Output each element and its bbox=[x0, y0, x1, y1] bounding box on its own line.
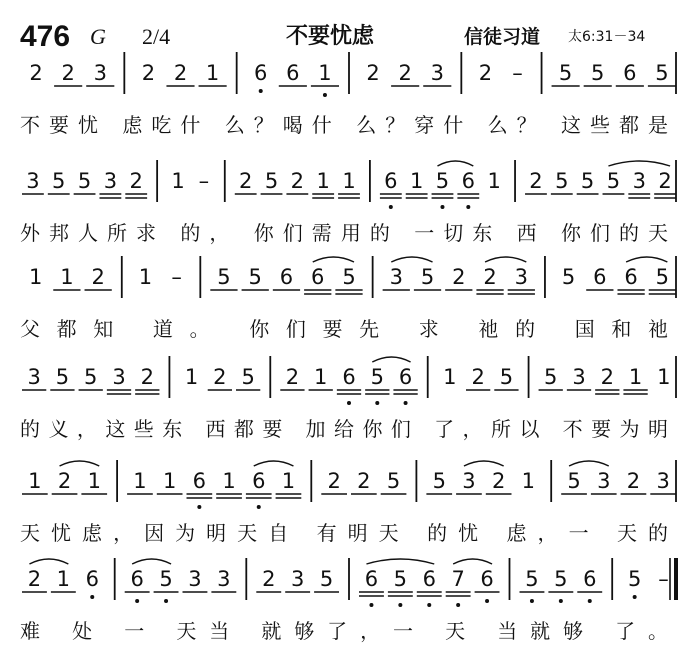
note: 6 bbox=[311, 265, 325, 289]
note: 1 bbox=[342, 169, 356, 193]
note: 1 bbox=[314, 365, 328, 389]
lyric-line: 父都知 道。 你们要先 求 祂的 国和祂 bbox=[20, 317, 668, 341]
slur bbox=[60, 461, 100, 466]
note: 6 bbox=[85, 567, 99, 591]
note: 6 bbox=[480, 567, 494, 591]
dash-note: – bbox=[658, 567, 669, 591]
note: 3 bbox=[112, 365, 126, 389]
note: 1 bbox=[184, 365, 199, 389]
dash-note: – bbox=[198, 169, 210, 193]
note: 2 bbox=[29, 61, 43, 85]
octave-dot bbox=[530, 599, 534, 603]
note: 5 bbox=[544, 365, 558, 389]
note: 3 bbox=[290, 567, 305, 591]
lyric-line: 的义，这些东 西都要 加给你们 了，所以 不要为明 bbox=[20, 417, 668, 441]
octave-dot bbox=[588, 599, 592, 603]
note: 2 bbox=[529, 169, 543, 193]
octave-dot bbox=[440, 205, 444, 209]
note: 6 bbox=[364, 567, 379, 591]
note: 2 bbox=[61, 61, 75, 85]
slur bbox=[437, 161, 473, 166]
note: 1 bbox=[409, 169, 424, 193]
note: 3 bbox=[572, 365, 586, 389]
note: 6 bbox=[279, 265, 294, 289]
note: 1 bbox=[521, 469, 536, 493]
note: 5 bbox=[525, 567, 539, 591]
lyric-line: 不要忧 虑吃什 么？喝什 么？穿什 么？ 这些都是 bbox=[20, 113, 668, 137]
note: 1 bbox=[138, 265, 153, 289]
note: 5 bbox=[558, 61, 573, 85]
slur bbox=[485, 257, 526, 262]
note: 1 bbox=[281, 469, 296, 493]
note: 5 bbox=[499, 365, 514, 389]
note: 1 bbox=[316, 169, 330, 193]
octave-dot bbox=[485, 599, 489, 603]
slur bbox=[366, 559, 434, 564]
note: 5 bbox=[248, 265, 262, 289]
note: 1 bbox=[318, 61, 332, 85]
octave-dot bbox=[90, 595, 94, 599]
note: 5 bbox=[393, 567, 408, 591]
slur bbox=[372, 357, 410, 362]
note: 2 bbox=[262, 567, 276, 591]
note: 3 bbox=[597, 469, 611, 493]
note: 5 bbox=[159, 567, 173, 591]
lyric-line: 天忧虑，因为明天自 有明天 的忧 虑，一 天的 bbox=[20, 521, 669, 545]
slur bbox=[626, 257, 667, 262]
octave-dot bbox=[404, 401, 408, 405]
note: 1 bbox=[222, 469, 236, 493]
note: 6 bbox=[624, 265, 638, 289]
note: 1 bbox=[205, 61, 220, 85]
note: 2 bbox=[357, 469, 371, 493]
lyric-line: 外邦人所求 的， 你们需用的 一切东 西 你们的天 bbox=[20, 221, 668, 245]
note: 5 bbox=[435, 169, 450, 193]
note: 6 bbox=[583, 567, 597, 591]
note: 2 bbox=[600, 365, 614, 389]
note: 6 bbox=[461, 169, 475, 193]
note: 5 bbox=[52, 169, 66, 193]
note: 2 bbox=[239, 169, 253, 193]
note: 2 bbox=[27, 567, 42, 591]
note: 5 bbox=[561, 265, 576, 289]
note: 5 bbox=[386, 469, 401, 493]
octave-dot bbox=[323, 93, 327, 97]
note: 5 bbox=[342, 265, 356, 289]
note: 2 bbox=[483, 265, 497, 289]
note: 6 bbox=[254, 61, 268, 85]
note: 1 bbox=[657, 365, 671, 389]
note: 2 bbox=[471, 365, 485, 389]
octave-dot bbox=[259, 89, 263, 93]
note: 5 bbox=[77, 169, 92, 193]
note: 2 bbox=[213, 365, 227, 389]
octave-dot bbox=[347, 401, 351, 405]
note: 2 bbox=[129, 169, 143, 193]
note: 5 bbox=[554, 567, 568, 591]
lyric-line: 难 处 一 天当 就够了，一 天 当就够 了。 bbox=[20, 619, 668, 643]
note: 1 bbox=[133, 469, 147, 493]
note: 6 bbox=[286, 61, 300, 85]
note: 6 bbox=[398, 365, 413, 389]
note: 3 bbox=[389, 265, 403, 289]
slur bbox=[608, 161, 670, 166]
octave-dot bbox=[466, 205, 470, 209]
slur bbox=[464, 461, 504, 466]
note: 5 bbox=[627, 567, 642, 591]
slur bbox=[313, 257, 354, 262]
note: 6 bbox=[130, 567, 144, 591]
note: 2 bbox=[91, 265, 105, 289]
slur bbox=[569, 461, 609, 466]
note: 5 bbox=[606, 169, 621, 193]
note: 5 bbox=[217, 265, 231, 289]
note: 2 bbox=[173, 61, 188, 85]
note: 6 bbox=[384, 169, 398, 193]
note: 5 bbox=[420, 265, 435, 289]
note: 2 bbox=[141, 61, 156, 85]
note: 5 bbox=[591, 61, 605, 85]
note: 1 bbox=[443, 365, 457, 389]
note: 5 bbox=[655, 61, 669, 85]
slur bbox=[132, 559, 171, 564]
slur bbox=[29, 559, 68, 564]
note: 3 bbox=[188, 567, 202, 591]
note: 1 bbox=[171, 169, 185, 193]
octave-dot bbox=[398, 603, 402, 607]
note: 2 bbox=[658, 169, 672, 193]
note: 3 bbox=[656, 469, 670, 493]
note: 6 bbox=[422, 567, 436, 591]
note: 1 bbox=[60, 265, 74, 289]
note: 6 bbox=[252, 469, 266, 493]
note: 5 bbox=[655, 265, 670, 289]
octave-dot bbox=[197, 505, 201, 509]
note: 3 bbox=[514, 265, 529, 289]
note: 5 bbox=[55, 365, 70, 389]
hymn-number: 476 bbox=[20, 20, 71, 53]
note: 5 bbox=[84, 365, 98, 389]
note: 5 bbox=[580, 169, 595, 193]
note: 5 bbox=[264, 169, 279, 193]
note: 6 bbox=[593, 265, 607, 289]
note: 2 bbox=[327, 469, 341, 493]
hymn-category: 信徒习道 bbox=[464, 26, 541, 48]
note: 5 bbox=[319, 567, 334, 591]
scripture-reference: 太6:31－34 bbox=[568, 29, 646, 45]
note: 2 bbox=[290, 169, 305, 193]
note: 2 bbox=[626, 469, 641, 493]
note: 5 bbox=[432, 469, 446, 493]
note: 1 bbox=[162, 469, 177, 493]
note: 1 bbox=[28, 469, 42, 493]
note: 7 bbox=[451, 567, 465, 591]
note: 2 bbox=[398, 61, 412, 85]
note: 5 bbox=[370, 365, 384, 389]
note: 3 bbox=[103, 169, 118, 193]
octave-dot bbox=[559, 599, 563, 603]
note: 3 bbox=[27, 365, 41, 389]
note: 3 bbox=[632, 169, 646, 193]
octave-dot bbox=[375, 401, 379, 405]
octave-dot bbox=[135, 599, 139, 603]
dash-note: – bbox=[171, 265, 182, 289]
note: 6 bbox=[192, 469, 207, 493]
note: 2 bbox=[452, 265, 466, 289]
note: 1 bbox=[87, 469, 101, 493]
octave-dot bbox=[257, 505, 261, 509]
hymn-title: 不要忧虑 bbox=[286, 24, 375, 49]
note: 1 bbox=[28, 265, 43, 289]
note: 5 bbox=[241, 365, 255, 389]
note: 5 bbox=[555, 169, 569, 193]
note: 2 bbox=[140, 365, 154, 389]
note: 3 bbox=[26, 169, 40, 193]
octave-dot bbox=[427, 603, 431, 607]
note: 2 bbox=[491, 469, 506, 493]
octave-dot bbox=[633, 595, 637, 599]
time-signature: 2/4 bbox=[142, 24, 171, 49]
note: 3 bbox=[217, 567, 231, 591]
octave-dot bbox=[164, 599, 168, 603]
note: 2 bbox=[478, 61, 493, 85]
slur bbox=[453, 559, 492, 564]
octave-dot bbox=[389, 205, 393, 209]
note: 1 bbox=[56, 567, 71, 591]
note: 2 bbox=[285, 365, 300, 389]
note: 6 bbox=[623, 61, 637, 85]
note: 6 bbox=[342, 365, 356, 389]
octave-dot bbox=[369, 603, 373, 607]
note: 5 bbox=[567, 469, 581, 493]
slur bbox=[391, 257, 432, 262]
note: 3 bbox=[462, 469, 476, 493]
note: 3 bbox=[93, 61, 107, 85]
note: 2 bbox=[366, 61, 380, 85]
note: 1 bbox=[628, 365, 643, 389]
slur bbox=[254, 461, 294, 466]
note: 3 bbox=[430, 61, 444, 85]
octave-dot bbox=[456, 603, 460, 607]
dash-note: – bbox=[512, 61, 523, 85]
note: 2 bbox=[57, 469, 72, 493]
key-signature: G bbox=[90, 24, 106, 49]
note: 1 bbox=[487, 169, 501, 193]
